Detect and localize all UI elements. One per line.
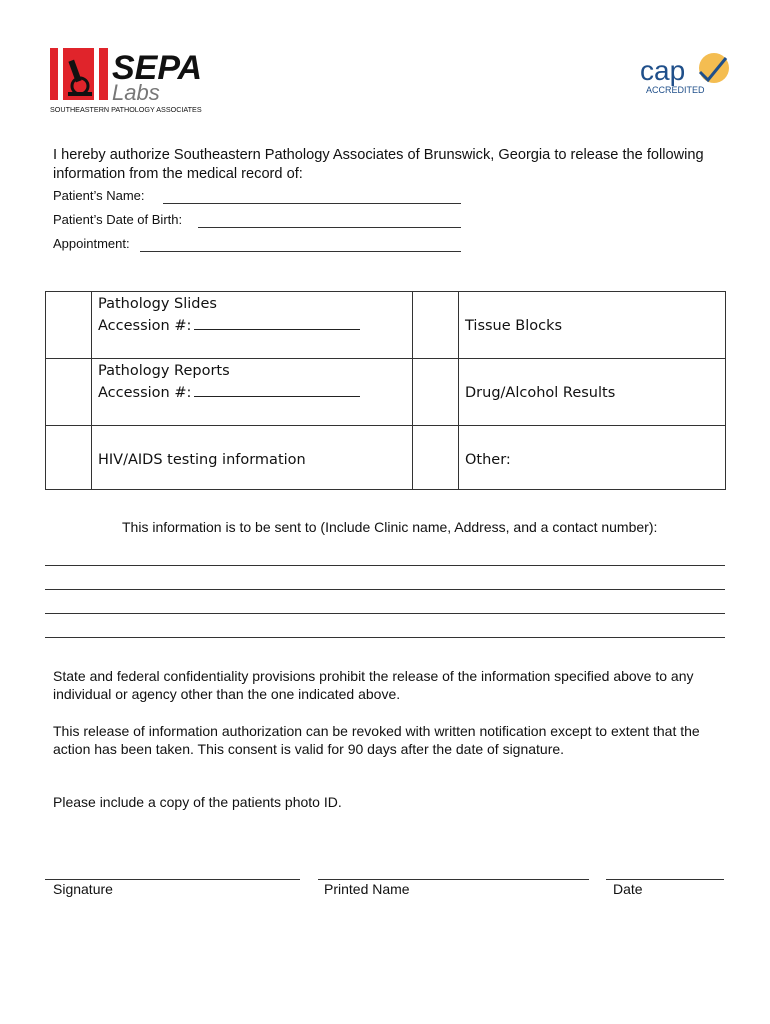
slides-accession-field[interactable] <box>194 315 360 330</box>
sepa-labs-logo <box>50 46 215 116</box>
cap-accredited-logo <box>638 50 734 100</box>
dob-label: Patient’s Date of Birth: <box>53 212 183 227</box>
send-to-line-4[interactable] <box>45 637 725 638</box>
svg-text:Labs: Labs <box>112 80 160 105</box>
other-label: Other: <box>465 452 511 468</box>
dob-field[interactable] <box>198 227 461 228</box>
cap-logo-graphic <box>638 50 734 100</box>
pathology-slides-label: Pathology Slides <box>98 296 217 312</box>
appointment-label: Appointment: <box>53 236 130 251</box>
revocation-paragraph: This release of information authorization can be revoked with written notification except to extent that the action has been taken. This consent is valid for 90 days after the date of signature. <box>53 723 700 757</box>
appointment-field[interactable] <box>140 251 461 252</box>
printed-name-line[interactable] <box>318 879 589 880</box>
pathology-slides-checkbox[interactable] <box>46 292 91 358</box>
hiv-aids-label: HIV/AIDS testing information <box>98 452 306 468</box>
printed-name-label: Printed Name <box>324 881 410 897</box>
tissue-blocks-checkbox[interactable] <box>413 292 458 358</box>
send-to-label: This information is to be sent to (Include Clinic name, Address, and a contact number): <box>122 519 658 535</box>
send-to-line-1[interactable] <box>45 565 725 566</box>
sepa-logo-graphic <box>50 46 215 116</box>
svg-text:SOUTHEASTERN PATHOLOGY ASSOCI: SOUTHEASTERN PATHOLOGY ASSOCIATES <box>50 105 202 114</box>
send-to-line-2[interactable] <box>45 589 725 590</box>
drug-alcohol-label: Drug/Alcohol Results <box>465 385 616 401</box>
hiv-aids-checkbox[interactable] <box>46 426 91 489</box>
slides-accession-label: Accession #: <box>98 318 192 334</box>
reports-accession-row <box>98 382 360 404</box>
svg-text:ACCREDITED: ACCREDITED <box>646 85 705 95</box>
drug-alcohol-checkbox[interactable] <box>413 359 458 425</box>
tissue-blocks-label: Tissue Blocks <box>465 318 563 334</box>
confidentiality-paragraph: State and federal confidentiality provisions prohibit the release of the information specified above to any individual or agency other than the one indicated above. <box>53 668 694 702</box>
svg-text:SEPA: SEPA <box>112 49 203 87</box>
authorization-statement: I hereby authorize Southeastern Pathology Associates of Brunswick, Georgia to release the following information from the medical record of: <box>53 147 704 182</box>
signature-label: Signature <box>53 881 113 897</box>
patient-name-field[interactable] <box>163 203 461 204</box>
date-line[interactable] <box>606 879 724 880</box>
reports-accession-field[interactable] <box>194 382 360 397</box>
pathology-reports-label: Pathology Reports <box>98 363 230 379</box>
photo-id-paragraph: Please include a copy of the patients photo ID. <box>53 794 342 810</box>
other-checkbox[interactable] <box>413 426 458 489</box>
svg-text:cap: cap <box>640 55 686 86</box>
signature-line[interactable] <box>45 879 300 880</box>
date-label: Date <box>613 881 643 897</box>
send-to-line-3[interactable] <box>45 613 725 614</box>
patient-name-label: Patient’s Name: <box>53 188 145 203</box>
slides-accession-row <box>98 315 360 337</box>
reports-accession-label: Accession #: <box>98 385 192 401</box>
pathology-reports-checkbox[interactable] <box>46 359 91 425</box>
records-table <box>45 291 726 490</box>
